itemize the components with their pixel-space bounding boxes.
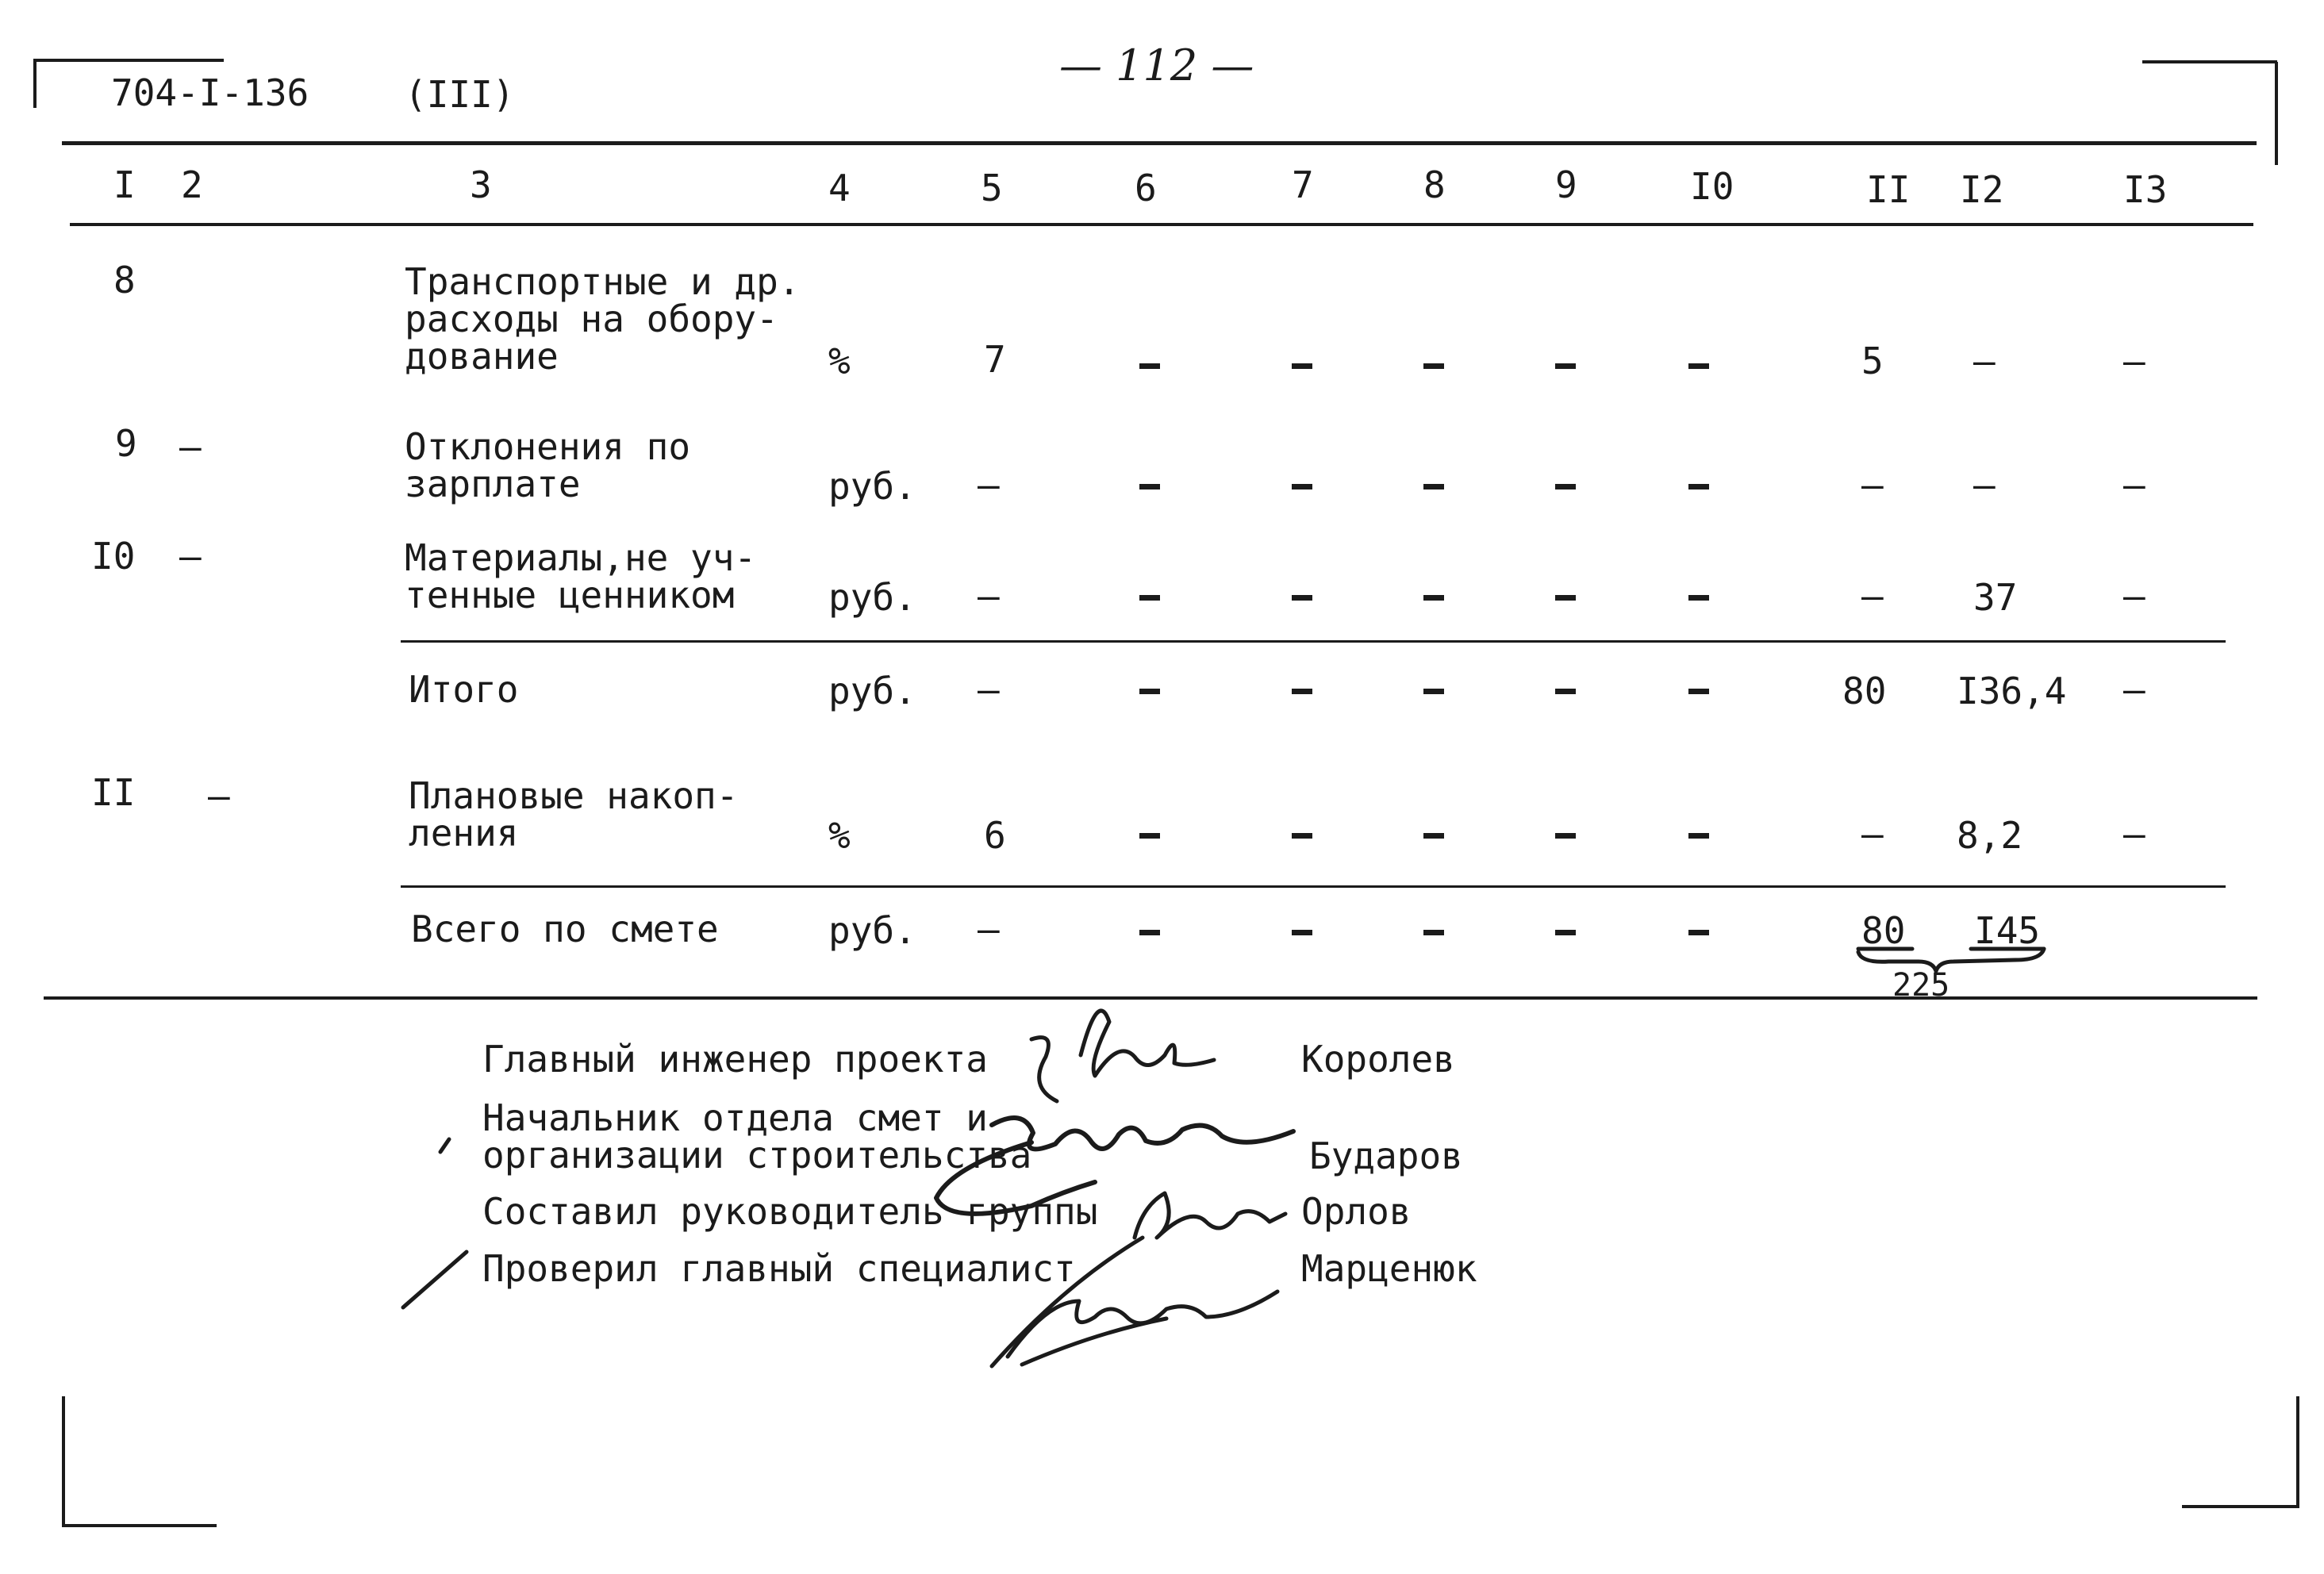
column-number: I3	[2123, 168, 2168, 211]
signature-name: Бударов	[1309, 1134, 1463, 1177]
row-value-col13: —	[2123, 574, 2145, 617]
row-value-col12: —	[1973, 463, 1996, 506]
total-brace	[1858, 949, 2044, 971]
row-value-col13: —	[2123, 812, 2145, 855]
column-number: II	[1866, 168, 1911, 211]
row-dash: —	[179, 425, 202, 468]
row-number: II	[91, 771, 136, 814]
signature-role: Составил руководитель группы	[482, 1190, 1098, 1233]
row-value-col12: 37	[1973, 576, 2018, 619]
column-number: I2	[1960, 168, 2004, 211]
row-value-col11: —	[1861, 574, 1884, 617]
total-label: Всего по смете	[411, 908, 719, 950]
signature-name: Орлов	[1301, 1190, 1412, 1233]
column-number: 8	[1423, 163, 1446, 206]
row-value-col11: 80	[1842, 670, 1887, 712]
row-number: 8	[113, 259, 136, 301]
page-number: — 112 —	[1059, 40, 1254, 90]
signature-martsenyuk-mark	[992, 1238, 1277, 1366]
grand-total: 225	[1892, 967, 1950, 1004]
signature-name: Королев	[1301, 1038, 1455, 1081]
column-number: 3	[470, 163, 492, 206]
column-number: 2	[181, 163, 203, 206]
row-number: I0	[91, 535, 136, 578]
row-unit: руб.	[828, 465, 916, 508]
row-unit: %	[828, 814, 851, 857]
row-value-col11: —	[1861, 812, 1884, 855]
signature-name: Марценюк	[1301, 1247, 1477, 1290]
row-value-col12: I36,4	[1957, 670, 2067, 712]
signature-budarov-mark	[936, 1118, 1293, 1214]
row-name: Плановые накоп- ления	[409, 774, 739, 854]
row-value-col5: —	[978, 908, 1000, 950]
row-value-col13: —	[2123, 668, 2145, 711]
column-number: 4	[828, 167, 851, 209]
column-number: 5	[981, 167, 1003, 209]
signature-korolev-mark	[1031, 1011, 1214, 1101]
row-value-col5: —	[978, 668, 1000, 711]
row-value-col13: —	[2123, 463, 2145, 506]
tick-mark	[440, 1139, 449, 1152]
row-dash: —	[179, 535, 202, 578]
signature-role: Начальник отдела смет и организации строительства	[482, 1096, 1032, 1177]
slash-mark	[403, 1252, 467, 1307]
signature-role: Проверил главный специалист	[482, 1247, 1076, 1290]
column-number: 9	[1555, 163, 1577, 206]
row-number: 9	[115, 422, 137, 465]
column-number: I0	[1690, 165, 1734, 208]
column-number: I	[113, 163, 136, 206]
row-value-col11: —	[1861, 463, 1884, 506]
row-value-col11: 5	[1861, 340, 1884, 382]
row-unit: руб.	[828, 576, 916, 619]
row-dash: —	[208, 774, 230, 817]
row-unit: %	[828, 340, 851, 382]
row-name: Транспортные и др. расходы на обору- дование	[405, 260, 801, 378]
row-value-col12: —	[1973, 340, 1996, 382]
column-number: 7	[1292, 163, 1314, 206]
row-value-col5: 6	[984, 814, 1006, 857]
row-name: Материалы,не уч- тенные ценником	[405, 536, 757, 616]
album-number: (III)	[405, 73, 515, 116]
subtotal-label: Итого	[409, 668, 519, 711]
column-number: 6	[1135, 167, 1157, 209]
signature-role: Главный инженер проекта	[482, 1038, 988, 1081]
row-value-col12: I45	[1974, 909, 2041, 952]
row-value-col5: —	[978, 463, 1000, 506]
row-name: Отклонения по зарплате	[405, 425, 691, 505]
row-value-col5: 7	[984, 338, 1006, 381]
row-unit: руб.	[828, 909, 916, 952]
row-value-col12: 8,2	[1957, 814, 2023, 857]
signature-orlov-mark	[1135, 1193, 1285, 1238]
row-value-col11: 80	[1861, 909, 1906, 952]
row-value-col5: —	[978, 574, 1000, 617]
row-unit: руб.	[828, 670, 916, 712]
row-value-col13: —	[2123, 340, 2145, 382]
document-code: 704-I-136	[111, 71, 309, 114]
